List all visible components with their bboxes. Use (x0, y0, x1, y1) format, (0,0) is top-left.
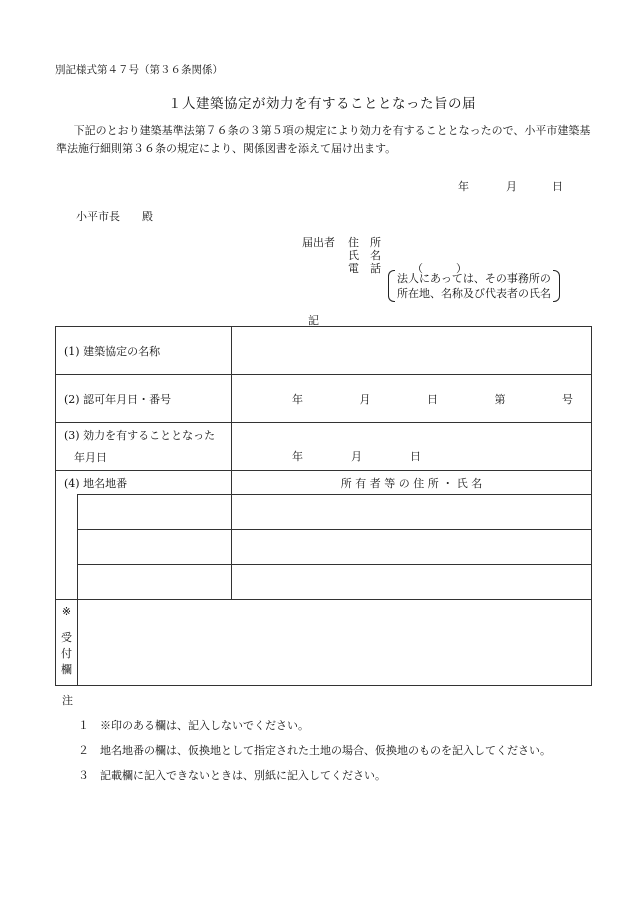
effective-date-label-line1: (3) 効力を有することとなった (64, 428, 216, 442)
form-number: 別記様式第４７号（第３６条関係） (55, 64, 223, 76)
intro-paragraph: 下記のとおり建築基準法第７６条の３第５項の規定により効力を有することとなったので、小平市建築基準法施行細則第３６条の規定により、関係図書を添えて届け出ます。 (56, 124, 591, 155)
approval-dai: 第 (494, 392, 506, 406)
right-bracket (553, 270, 560, 302)
row-agreement-name (56, 327, 592, 375)
date-day: 日 (552, 180, 563, 193)
effective-date-label-line2: 年月日 (74, 450, 107, 464)
owner-address-field[interactable] (232, 530, 592, 565)
left-bracket (388, 270, 395, 302)
agreement-name-label: (1) 建築協定の名称 (56, 327, 232, 375)
ki-heading: 記 (308, 314, 319, 327)
form-table (55, 326, 592, 686)
approval-date-label: (2) 認可年月日・番号 (56, 375, 232, 423)
lot-number-field[interactable] (78, 530, 232, 565)
reception-char-2: 付 (61, 647, 72, 660)
date-year: 年 (458, 180, 469, 193)
date-month: 月 (506, 180, 517, 193)
reception-char-3: 欄 (61, 663, 72, 676)
applicant-label: 届出者 (302, 236, 335, 249)
effective-year: 年 (292, 450, 304, 463)
notes-label: 注 (62, 694, 73, 707)
row-lot-header (56, 471, 592, 495)
lot-indent-cell (56, 495, 78, 530)
lot-indent-cell (56, 530, 78, 565)
effective-month: 月 (351, 450, 363, 463)
row-effective-date (56, 423, 592, 471)
approval-year: 年 (292, 392, 304, 406)
lot-number-label: (4) 地名地番 (56, 471, 232, 495)
applicant-name-label: 氏 名 (348, 249, 381, 262)
corporation-note-line1: 法人にあっては、その事務所の (397, 272, 551, 285)
lot-row (56, 565, 592, 600)
owner-address-field[interactable] (232, 495, 592, 530)
approval-date-field[interactable] (232, 375, 592, 423)
note-item-2: ２ 地名地番の欄は、仮換地として指定された土地の場合、仮換地のものを記入してください。 (78, 744, 551, 757)
approval-month: 月 (359, 392, 371, 406)
owner-address-field[interactable] (232, 565, 592, 600)
lot-number-field[interactable] (78, 565, 232, 600)
reception-char-1: 受 (61, 631, 72, 644)
reception-label (56, 600, 78, 686)
applicant-phone-parens: （ ） (412, 262, 467, 275)
effective-date-field[interactable] (232, 423, 592, 471)
notes-section (62, 688, 551, 788)
recipient: 小平市長 殿 (76, 210, 153, 223)
lot-row (56, 495, 592, 530)
owner-address-header: 所 有 者 等 の 住 所 ・ 氏 名 (232, 471, 592, 495)
corporation-note (388, 270, 560, 302)
reception-mark: ※ (61, 605, 72, 618)
corporation-note-line2: 所在地、名称及び代表者の氏名 (397, 287, 551, 300)
lot-indent-cell (56, 565, 78, 600)
document-title: １人建築協定が効力を有することとなった旨の届 (168, 96, 476, 112)
lot-row (56, 530, 592, 565)
reception-field (78, 600, 592, 686)
row-approval-date (56, 375, 592, 423)
note-item-1: １ ※印のある欄は、記入しないでください。 (78, 719, 309, 732)
effective-day: 日 (410, 450, 422, 463)
agreement-name-field[interactable] (232, 327, 592, 375)
lot-number-field[interactable] (78, 495, 232, 530)
note-item-3: ３ 記載欄に記入できないときは、別紙に記入してください。 (78, 769, 386, 782)
approval-day: 日 (427, 392, 439, 406)
corporation-note-text (397, 271, 551, 301)
applicant-address-label: 住 所 (348, 236, 381, 249)
row-reception (56, 600, 592, 686)
approval-go: 号 (562, 392, 574, 406)
applicant-phone-label: 電 話 (348, 262, 381, 275)
effective-date-label (56, 423, 232, 471)
